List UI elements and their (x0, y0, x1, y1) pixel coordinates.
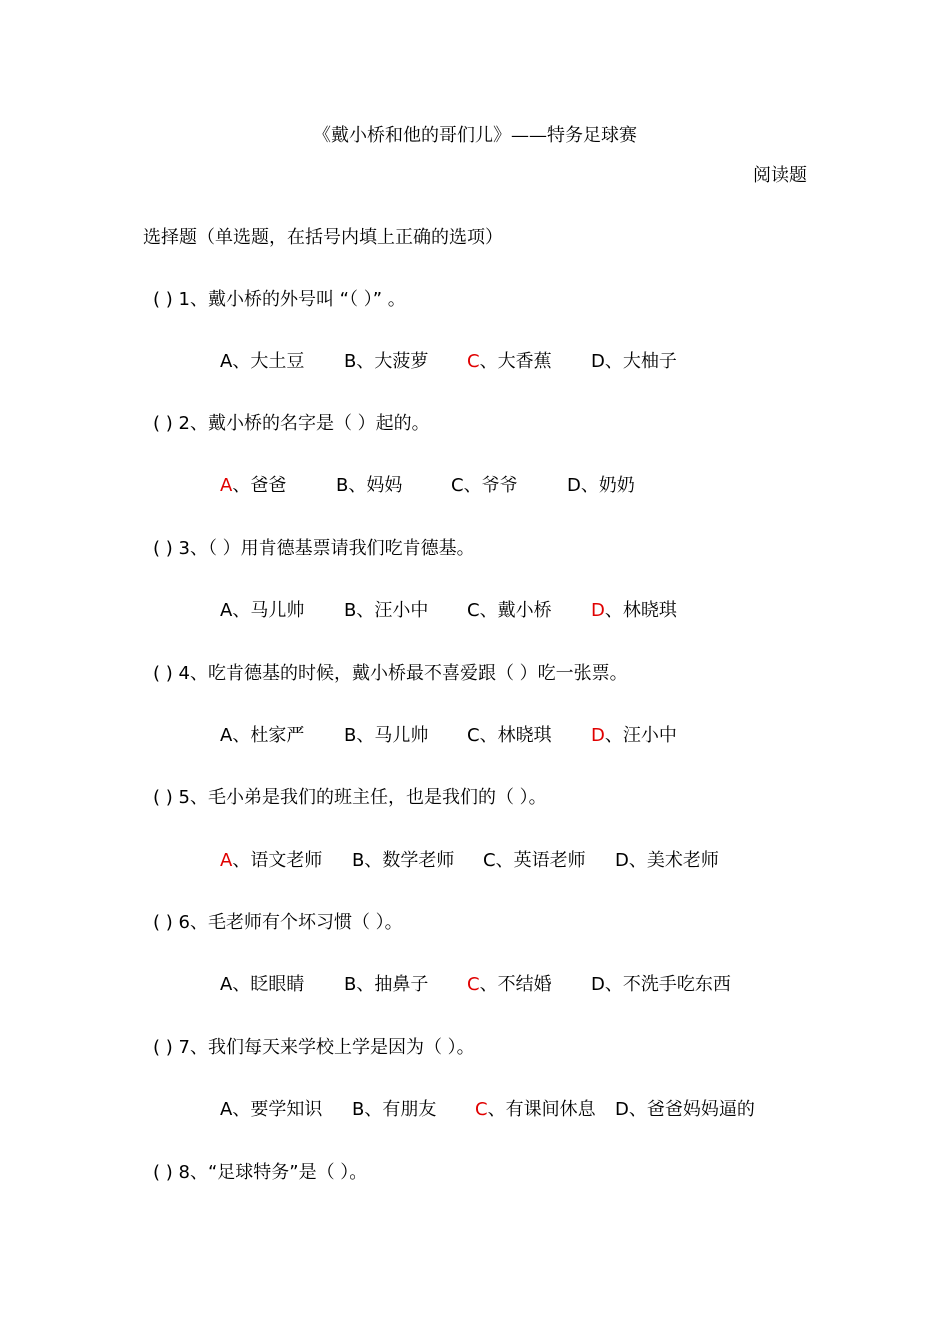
option-c (467, 724, 591, 748)
option-text: 、戴小桥 (479, 600, 552, 621)
option-letter-correct: C (467, 974, 480, 995)
option-a (220, 973, 344, 997)
option-a (220, 724, 344, 748)
option-letter-correct: D (591, 600, 605, 621)
option-letter: A (220, 1099, 233, 1120)
option-letter: B (344, 351, 357, 372)
question-2-options (220, 474, 635, 498)
option-text: 、爷爷 (463, 475, 518, 496)
option-letter: C (451, 475, 464, 496)
option-letter: A (220, 351, 233, 372)
option-text: 、汪小中 (356, 600, 429, 621)
option-text: 、大菠萝 (356, 351, 429, 372)
option-letter: A (220, 725, 233, 746)
option-letter: B (336, 475, 349, 496)
option-letter-correct: C (467, 351, 480, 372)
question-2: ( ) 2、戴小桥的名字是（ ）起的。 (153, 413, 430, 434)
option-a (220, 350, 344, 374)
option-d (615, 1098, 755, 1122)
option-letter: C (467, 600, 480, 621)
option-text: 、美术老师 (628, 850, 719, 871)
question-1-options (220, 350, 677, 374)
option-letter: D (615, 1099, 629, 1120)
option-d (567, 474, 635, 498)
option-b (344, 973, 467, 997)
option-a (220, 849, 352, 873)
option-letter: D (567, 475, 581, 496)
section-heading: 选择题（单选题，在括号内填上正确的选项） (143, 227, 503, 248)
option-letter-correct: A (220, 475, 233, 496)
option-text: 、大土豆 (232, 351, 305, 372)
option-letter: A (220, 974, 233, 995)
option-text: 、马儿帅 (232, 600, 305, 621)
option-text: 、抽鼻子 (356, 974, 429, 995)
option-letter: B (344, 600, 357, 621)
option-letter: B (352, 1099, 365, 1120)
option-a (220, 474, 336, 498)
option-letter: C (467, 725, 480, 746)
option-c (483, 849, 615, 873)
option-text: 、爸爸妈妈逼的 (628, 1099, 755, 1120)
question-8: ( ) 8、“足球特务”是（ ）。 (153, 1162, 368, 1183)
option-b (336, 474, 451, 498)
option-c (467, 973, 591, 997)
option-letter: B (344, 725, 357, 746)
option-text: 、大柚子 (604, 351, 677, 372)
option-text: 、不结婚 (479, 974, 552, 995)
question-4: ( ) 4、吃肯德基的时候，戴小桥最不喜爱跟（ ）吃一张票。 (153, 663, 628, 684)
option-letter: B (344, 974, 357, 995)
option-a (220, 599, 344, 623)
option-b (344, 724, 467, 748)
option-letter: D (591, 974, 605, 995)
option-a (220, 1098, 352, 1122)
option-c (475, 1098, 615, 1122)
question-4-options (220, 724, 677, 748)
question-7: ( ) 7、我们每天来学校上学是因为（ ）。 (153, 1037, 475, 1058)
question-7-options (220, 1098, 755, 1122)
option-text: 、眨眼睛 (232, 974, 305, 995)
option-text: 、林晓琪 (479, 725, 552, 746)
document-title: 《戴小桥和他的哥们儿》——特务足球赛 (313, 125, 637, 146)
question-3: ( ) 3、（ ）用肯德基票请我们吃肯德基。 (153, 538, 475, 559)
question-6: ( ) 6、毛老师有个坏习惯（ ）。 (153, 912, 403, 933)
option-text: 、大香蕉 (479, 351, 552, 372)
question-5: ( ) 5、毛小弟是我们的班主任，也是我们的（ ）。 (153, 787, 547, 808)
question-5-options (220, 849, 719, 873)
option-d (615, 849, 719, 873)
option-text: 、汪小中 (604, 725, 677, 746)
option-letter: D (591, 351, 605, 372)
option-text: 、要学知识 (232, 1099, 323, 1120)
option-d (591, 599, 677, 623)
option-text: 、奶奶 (580, 475, 635, 496)
option-letter-correct: C (475, 1099, 488, 1120)
option-text: 、爸爸 (232, 475, 287, 496)
option-letter: C (483, 850, 496, 871)
option-c (451, 474, 567, 498)
option-text: 、不洗手吃东西 (604, 974, 731, 995)
option-text: 、数学老师 (364, 850, 455, 871)
option-letter: D (615, 850, 629, 871)
question-3-options (220, 599, 677, 623)
option-text: 、林晓琪 (604, 600, 677, 621)
document-subtitle: 阅读题 (753, 165, 807, 186)
option-c (467, 599, 591, 623)
option-text: 、有课间休息 (487, 1099, 596, 1120)
option-text: 、语文老师 (232, 850, 323, 871)
option-text: 、妈妈 (348, 475, 403, 496)
option-text: 、英语老师 (495, 850, 586, 871)
question-1: ( ) 1、戴小桥的外号叫 “（ ）” 。 (153, 289, 406, 310)
option-d (591, 973, 731, 997)
option-letter: A (220, 600, 233, 621)
option-letter-correct: A (220, 850, 233, 871)
option-d (591, 724, 677, 748)
option-letter-correct: D (591, 725, 605, 746)
option-text: 、马儿帅 (356, 725, 429, 746)
option-b (344, 599, 467, 623)
option-b (352, 849, 483, 873)
option-d (591, 350, 677, 374)
option-c (467, 350, 591, 374)
option-text: 、杜家严 (232, 725, 305, 746)
option-letter: B (352, 850, 365, 871)
option-b (344, 350, 467, 374)
option-text: 、有朋友 (364, 1099, 437, 1120)
option-b (352, 1098, 475, 1122)
question-6-options (220, 973, 731, 997)
